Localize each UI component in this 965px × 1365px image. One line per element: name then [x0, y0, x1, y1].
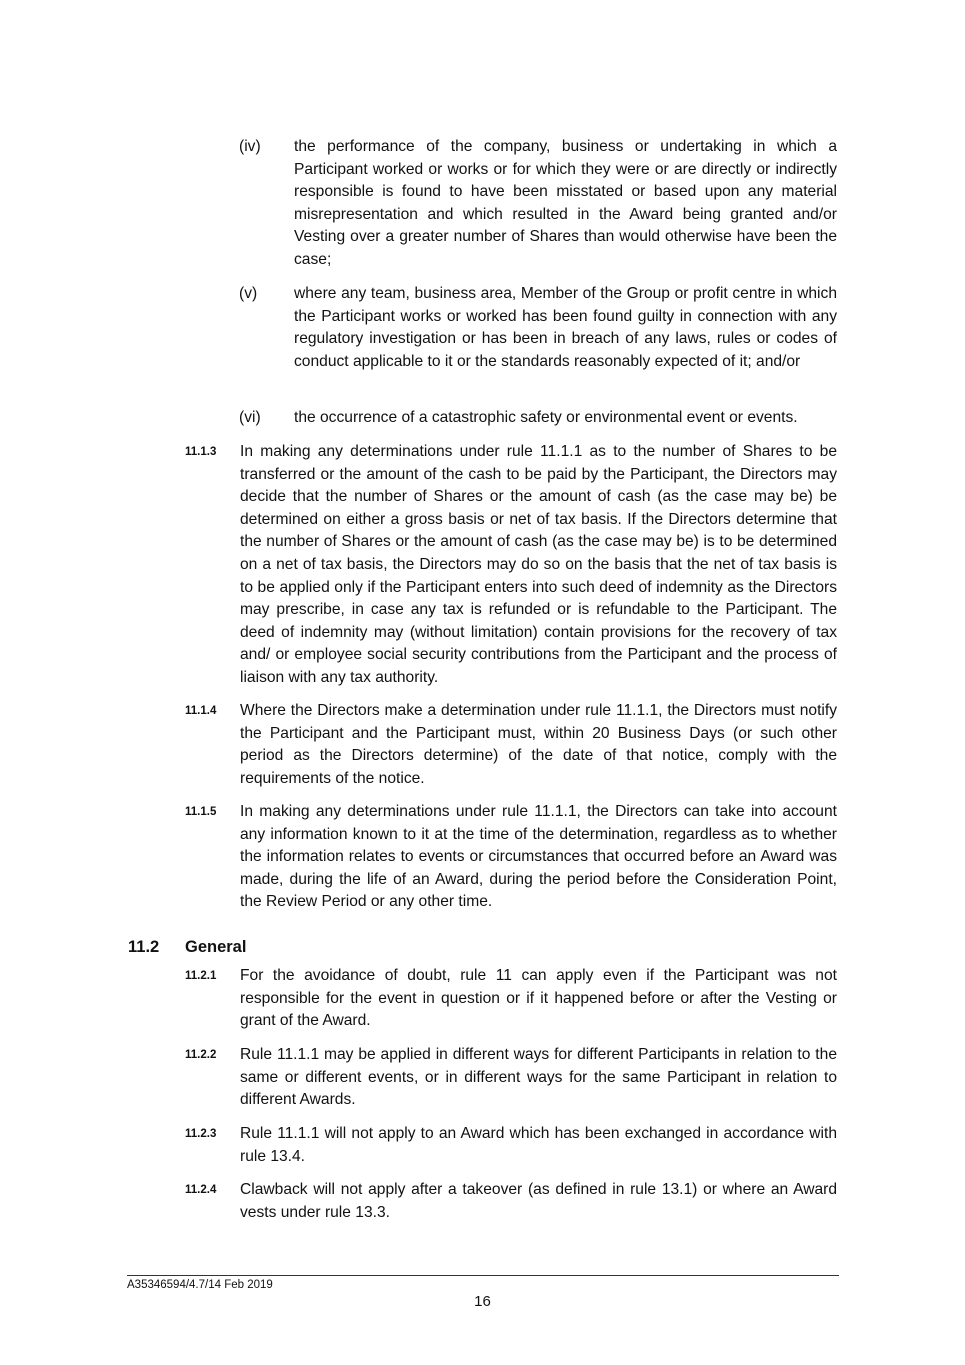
- footer-divider: [127, 1275, 839, 1276]
- rule-text-11-1-3: In making any determinations under rule 11.1.1 as to the number of Shares to be transferred or the amount of the cash to be paid by the Participant, the Directors may decide that the number of Shares or the amount of cash (as the case may be) be determined on either a gross basis or net of tax basis. If the Directors determine that the number of Shares or the amount of cash (as the case may be) is to be determined on a net of tax basis, the Directors may do so on the basis that the net of tax basis is to be applied only if the Participant enters into such deed of indemnity as the Directors may prescribe, in case any tax is refunded or is refundable to the Participant. The deed of indemnity may (without limitation) contain provisions for the recovery of tax and/ or employee social security contributions from the Participant and the process of liaison with any tax authority.: [240, 443, 837, 686]
- rule-number-11-2-3: 11.2.3: [185, 1128, 217, 1140]
- rule-text-11-2-2: Rule 11.1.1 may be applied in different ways for different Participants in relation to the same or different events, or in different ways for the same Participant in relation to different Awards.: [240, 1046, 837, 1109]
- rule-text-11-2-4: Clawback will not apply after a takeover (as defined in rule 13.1) or where an Award vests under rule 13.3.: [240, 1181, 837, 1221]
- section-title-general: General: [185, 938, 247, 956]
- clause-label-v: (v): [239, 285, 258, 302]
- clause-label-iv: (iv): [239, 138, 261, 155]
- rule-number-11-2-4: 11.2.4: [185, 1184, 217, 1196]
- rule-text-11-2-3: Rule 11.1.1 will not apply to an Award which has been exchanged in accordance with rule 13.4.: [240, 1125, 837, 1165]
- clause-text-v: where any team, business area, Member of the Group or profit centre in which the Participant works or worked has been found guilty in connection with any regulatory investigation or has been in breach of any laws, rules or codes of conduct applicable to it or the standards reasonably expected of it; and/or: [294, 285, 837, 370]
- rule-number-11-1-5: 11.1.5: [185, 806, 217, 818]
- document-reference: A35346594/4.7/14 Feb 2019: [127, 1279, 273, 1291]
- rule-text-11-2-1: For the avoidance of doubt, rule 11 can apply even if the Participant was not responsible for the event in question or if it happened before or after the Vesting or grant of the Award.: [240, 967, 837, 1030]
- rule-text-11-1-4: Where the Directors make a determination under rule 11.1.1, the Directors must notify the Participant and the Participant must, within 20 Business Days (or such other period as the Directors determine) of the date of that notice, comply with the requirements of the notice.: [240, 702, 837, 787]
- rule-number-11-1-3: 11.1.3: [185, 446, 217, 458]
- section-number-11-2: 11.2: [128, 938, 160, 956]
- rule-number-11-1-4: 11.1.4: [185, 705, 217, 717]
- rule-number-11-2-1: 11.2.1: [185, 970, 217, 982]
- clause-text-vi: the occurrence of a catastrophic safety or environmental event or events.: [294, 409, 798, 426]
- rule-number-11-2-2: 11.2.2: [185, 1049, 217, 1061]
- page-number: 16: [474, 1293, 491, 1310]
- clause-label-vi: (vi): [239, 409, 261, 426]
- clause-text-iv: the performance of the company, business or undertaking in which a Participant worked or works or for which they were or are directly or indirectly responsible is found to have been misstated or based upon any material misrepresentation and which resulted in the Award being granted and/or Vesting over a greater number of Shares than would otherwise have been the case;: [294, 138, 837, 268]
- rule-text-11-1-5: In making any determinations under rule 11.1.1, the Directors can take into account any information known to it at the time of the determination, regardless as to whether the information relates to events or circumstances that occurred before an Award was made, during the life of an Award, during the period before the Consideration Point, the Review Period or any other time.: [240, 803, 837, 911]
